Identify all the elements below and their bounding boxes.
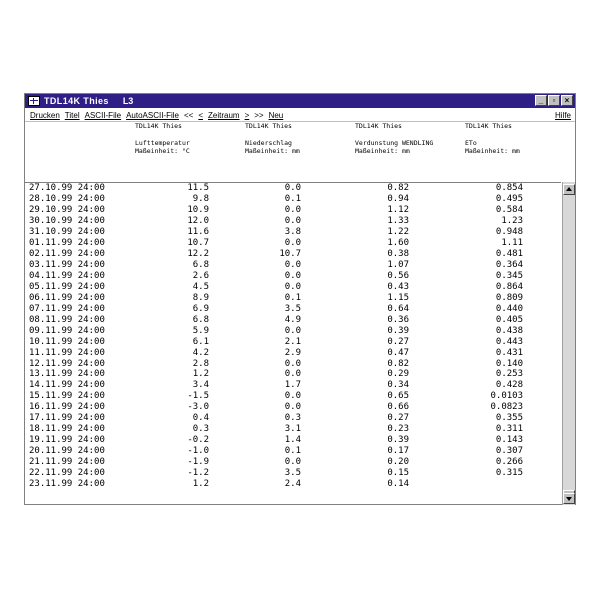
table-row bbox=[25, 412, 561, 423]
column-unit: Maßeinheit: mm bbox=[245, 147, 300, 155]
row-datetime: 05.11.99 24:00 bbox=[29, 281, 105, 292]
row-datetime: 02.11.99 24:00 bbox=[29, 248, 105, 259]
menu-zeitraum[interactable]: Zeitraum bbox=[208, 110, 240, 120]
row-lufttemperatur: 6.8 bbox=[192, 314, 209, 325]
menu-auto-ascii-file[interactable]: AutoASCII-File bbox=[126, 110, 179, 120]
table-row bbox=[25, 193, 561, 204]
column-name: Lufttemperatur bbox=[135, 139, 190, 147]
window-subtitle: L3 bbox=[122, 96, 134, 106]
row-datetime: 28.10.99 24:00 bbox=[29, 193, 105, 204]
arrow-down-icon bbox=[566, 497, 572, 501]
row-eto: 0.311 bbox=[495, 424, 523, 435]
column-unit: Maßeinheit: mm bbox=[465, 147, 520, 155]
row-eto: 0.431 bbox=[495, 347, 523, 358]
row-niederschlag: 0.0 bbox=[284, 237, 301, 248]
menu-last-page[interactable]: >> bbox=[254, 110, 264, 120]
row-niederschlag: 3.8 bbox=[284, 226, 301, 237]
column-unit: Maßeinheit: °C bbox=[135, 147, 190, 155]
row-lufttemperatur: 3.4 bbox=[192, 380, 209, 391]
row-eto: 0.438 bbox=[495, 325, 523, 336]
column-header bbox=[355, 122, 433, 155]
row-datetime: 11.11.99 24:00 bbox=[29, 347, 105, 358]
column-source: TDL14K Thies bbox=[245, 122, 292, 130]
table-row bbox=[25, 204, 561, 215]
table-row bbox=[25, 314, 561, 325]
row-eto: 0.345 bbox=[495, 270, 523, 281]
row-lufttemperatur: -0.2 bbox=[187, 435, 209, 446]
row-datetime: 27.10.99 24:00 bbox=[29, 183, 105, 193]
row-verdunstung: 0.47 bbox=[387, 347, 409, 358]
row-lufttemperatur: 8.9 bbox=[192, 292, 209, 303]
scroll-up-button[interactable] bbox=[563, 184, 575, 195]
row-niederschlag: 3.1 bbox=[284, 424, 301, 435]
row-eto: 0.364 bbox=[495, 259, 523, 270]
column-source: TDL14K Thies bbox=[465, 122, 512, 130]
row-verdunstung: 0.20 bbox=[387, 457, 409, 468]
menu-next-page[interactable]: > bbox=[244, 110, 250, 120]
row-datetime: 07.11.99 24:00 bbox=[29, 303, 105, 314]
row-lufttemperatur: -1.5 bbox=[187, 391, 209, 402]
row-verdunstung: 0.39 bbox=[387, 325, 409, 336]
row-lufttemperatur: -3.0 bbox=[187, 402, 209, 413]
table-row bbox=[25, 270, 561, 281]
row-niederschlag: 0.0 bbox=[284, 270, 301, 281]
row-verdunstung: 1.15 bbox=[387, 292, 409, 303]
table-row bbox=[25, 237, 561, 248]
row-datetime: 19.11.99 24:00 bbox=[29, 435, 105, 446]
row-eto: 1.11 bbox=[501, 237, 523, 248]
row-datetime: 17.11.99 24:00 bbox=[29, 413, 105, 424]
row-verdunstung: 0.94 bbox=[387, 193, 409, 204]
row-lufttemperatur: 4.5 bbox=[192, 281, 209, 292]
row-eto: 0.584 bbox=[495, 204, 523, 215]
row-lufttemperatur: 1.2 bbox=[192, 479, 209, 490]
row-lufttemperatur: 11.6 bbox=[187, 226, 209, 237]
row-datetime: 21.11.99 24:00 bbox=[29, 457, 105, 468]
row-datetime: 31.10.99 24:00 bbox=[29, 226, 105, 237]
data-table bbox=[25, 182, 561, 489]
table-icon[interactable] bbox=[28, 96, 40, 106]
row-niederschlag: 2.4 bbox=[284, 479, 301, 490]
row-verdunstung: 1.12 bbox=[387, 204, 409, 215]
row-eto: 0.355 bbox=[495, 413, 523, 424]
table-row bbox=[25, 182, 561, 193]
row-lufttemperatur: 4.2 bbox=[192, 347, 209, 358]
row-lufttemperatur: -1.9 bbox=[187, 457, 209, 468]
row-verdunstung: 0.56 bbox=[387, 270, 409, 281]
column-unit: Maßeinheit: mm bbox=[355, 147, 410, 155]
table-row bbox=[25, 325, 561, 336]
window-controls bbox=[535, 95, 573, 106]
row-eto: 0.428 bbox=[495, 380, 523, 391]
row-niederschlag: 1.7 bbox=[284, 380, 301, 391]
menu-bar bbox=[25, 109, 575, 122]
row-eto: 0.443 bbox=[495, 336, 523, 347]
table-row bbox=[25, 456, 561, 467]
row-datetime: 06.11.99 24:00 bbox=[29, 292, 105, 303]
row-datetime: 23.11.99 24:00 bbox=[29, 479, 105, 490]
column-name: ETo bbox=[465, 139, 477, 147]
row-verdunstung: 0.27 bbox=[387, 413, 409, 424]
table-row bbox=[25, 347, 561, 358]
table-row bbox=[25, 478, 561, 489]
row-lufttemperatur: 12.2 bbox=[187, 248, 209, 259]
column-name: Verdunstung WENDLING bbox=[355, 139, 434, 147]
row-verdunstung: 1.60 bbox=[387, 237, 409, 248]
row-niederschlag: 0.0 bbox=[284, 325, 301, 336]
row-eto: 1.23 bbox=[501, 215, 523, 226]
row-datetime: 22.11.99 24:00 bbox=[29, 468, 105, 479]
row-datetime: 20.11.99 24:00 bbox=[29, 446, 105, 457]
row-datetime: 09.11.99 24:00 bbox=[29, 325, 105, 336]
table-row bbox=[25, 423, 561, 434]
row-verdunstung: 0.27 bbox=[387, 336, 409, 347]
row-niederschlag: 0.0 bbox=[284, 281, 301, 292]
row-verdunstung: 0.65 bbox=[387, 391, 409, 402]
row-niederschlag: 1.4 bbox=[284, 435, 301, 446]
row-lufttemperatur: 1.2 bbox=[192, 369, 209, 380]
row-lufttemperatur: 5.9 bbox=[192, 325, 209, 336]
row-eto: 0.307 bbox=[495, 446, 523, 457]
row-datetime: 10.11.99 24:00 bbox=[29, 336, 105, 347]
row-datetime: 01.11.99 24:00 bbox=[29, 237, 105, 248]
row-verdunstung: 0.14 bbox=[387, 479, 409, 490]
row-niederschlag: 0.0 bbox=[284, 215, 301, 226]
row-datetime: 15.11.99 24:00 bbox=[29, 391, 105, 402]
row-verdunstung: 0.29 bbox=[387, 369, 409, 380]
row-niederschlag: 0.0 bbox=[284, 391, 301, 402]
row-eto: 0.143 bbox=[495, 435, 523, 446]
menu-drucken[interactable]: Drucken bbox=[30, 110, 60, 120]
row-verdunstung: 0.36 bbox=[387, 314, 409, 325]
row-lufttemperatur: 10.7 bbox=[187, 237, 209, 248]
row-lufttemperatur: -1.2 bbox=[187, 468, 209, 479]
row-niederschlag: 0.1 bbox=[284, 292, 301, 303]
window-title: TDL14K Thies bbox=[44, 96, 109, 106]
table-row bbox=[25, 379, 561, 390]
row-niederschlag: 10.7 bbox=[279, 248, 301, 259]
row-eto: 0.253 bbox=[495, 369, 523, 380]
table-row bbox=[25, 248, 561, 259]
column-source: TDL14K Thies bbox=[355, 122, 402, 130]
row-eto: 0.481 bbox=[495, 248, 523, 259]
row-niederschlag: 0.1 bbox=[284, 446, 301, 457]
row-verdunstung: 0.23 bbox=[387, 424, 409, 435]
row-eto: 0.495 bbox=[495, 193, 523, 204]
column-source: TDL14K Thies bbox=[135, 122, 182, 130]
row-lufttemperatur: 2.8 bbox=[192, 358, 209, 369]
table-row bbox=[25, 281, 561, 292]
row-datetime: 13.11.99 24:00 bbox=[29, 369, 105, 380]
row-datetime: 18.11.99 24:00 bbox=[29, 424, 105, 435]
row-niederschlag: 0.0 bbox=[284, 457, 301, 468]
row-eto: 0.315 bbox=[495, 468, 523, 479]
row-niederschlag: 3.5 bbox=[284, 468, 301, 479]
table-row bbox=[25, 368, 561, 379]
row-lufttemperatur: 10.9 bbox=[187, 204, 209, 215]
row-eto: 0.864 bbox=[495, 281, 523, 292]
row-niederschlag: 4.9 bbox=[284, 314, 301, 325]
row-lufttemperatur: 9.8 bbox=[192, 193, 209, 204]
row-eto: 0.405 bbox=[495, 314, 523, 325]
menu-ascii-file[interactable]: ASCII-File bbox=[84, 110, 122, 120]
column-header bbox=[465, 122, 520, 155]
table-row bbox=[25, 303, 561, 314]
row-niederschlag: 0.0 bbox=[284, 204, 301, 215]
row-verdunstung: 0.39 bbox=[387, 435, 409, 446]
arrow-up-icon bbox=[566, 187, 572, 191]
row-niederschlag: 2.1 bbox=[284, 336, 301, 347]
vertical-scrollbar[interactable] bbox=[562, 182, 575, 505]
menu-neu[interactable]: Neu bbox=[268, 110, 284, 120]
row-verdunstung: 0.43 bbox=[387, 281, 409, 292]
row-eto: 0.440 bbox=[495, 303, 523, 314]
column-header bbox=[135, 122, 190, 155]
app-window bbox=[24, 93, 576, 505]
row-verdunstung: 1.22 bbox=[387, 226, 409, 237]
row-verdunstung: 0.15 bbox=[387, 468, 409, 479]
row-eto: 0.0823 bbox=[490, 402, 523, 413]
row-niederschlag: 0.0 bbox=[284, 402, 301, 413]
table-row bbox=[25, 401, 561, 412]
row-lufttemperatur: 0.4 bbox=[192, 413, 209, 424]
row-verdunstung: 0.66 bbox=[387, 402, 409, 413]
row-niederschlag: 0.0 bbox=[284, 259, 301, 270]
row-eto: 0.948 bbox=[495, 226, 523, 237]
row-eto: 0.266 bbox=[495, 457, 523, 468]
menu-hilfe[interactable]: Hilfe bbox=[554, 110, 571, 120]
row-eto: 0.854 bbox=[495, 183, 523, 193]
row-datetime: 03.11.99 24:00 bbox=[29, 259, 105, 270]
row-verdunstung: 0.38 bbox=[387, 248, 409, 259]
row-datetime: 30.10.99 24:00 bbox=[29, 215, 105, 226]
table-row bbox=[25, 292, 561, 303]
table-row bbox=[25, 259, 561, 270]
row-lufttemperatur: 12.0 bbox=[187, 215, 209, 226]
row-verdunstung: 0.82 bbox=[387, 358, 409, 369]
table-row bbox=[25, 215, 561, 226]
row-datetime: 16.11.99 24:00 bbox=[29, 402, 105, 413]
row-lufttemperatur: 6.1 bbox=[192, 336, 209, 347]
table-row bbox=[25, 434, 561, 445]
row-verdunstung: 0.64 bbox=[387, 303, 409, 314]
row-datetime: 12.11.99 24:00 bbox=[29, 358, 105, 369]
row-lufttemperatur: 6.9 bbox=[192, 303, 209, 314]
menu-previous-page[interactable]: < bbox=[198, 110, 203, 120]
row-niederschlag: 3.5 bbox=[284, 303, 301, 314]
row-lufttemperatur: 2.6 bbox=[192, 270, 209, 281]
scroll-down-button[interactable] bbox=[563, 493, 575, 504]
menu-first-page[interactable]: << bbox=[183, 110, 194, 120]
table-row bbox=[25, 445, 561, 456]
column-headers bbox=[25, 122, 575, 182]
row-datetime: 04.11.99 24:00 bbox=[29, 270, 105, 281]
row-eto: 0.809 bbox=[495, 292, 523, 303]
column-header bbox=[245, 122, 300, 155]
row-niederschlag: 0.0 bbox=[284, 358, 301, 369]
menu-titel[interactable]: Titel bbox=[64, 110, 80, 120]
close-button[interactable]: × bbox=[561, 95, 573, 106]
row-verdunstung: 0.17 bbox=[387, 446, 409, 457]
row-niederschlag: 0.0 bbox=[284, 183, 301, 193]
table-row bbox=[25, 390, 561, 401]
minimize-button[interactable]: _ bbox=[535, 95, 547, 106]
row-niederschlag: 2.9 bbox=[284, 347, 301, 358]
row-lufttemperatur: 6.8 bbox=[192, 259, 209, 270]
row-niederschlag: 0.1 bbox=[284, 193, 301, 204]
table-row bbox=[25, 226, 561, 237]
row-eto: 0.140 bbox=[495, 358, 523, 369]
row-verdunstung: 0.82 bbox=[387, 183, 409, 193]
table-row bbox=[25, 467, 561, 478]
row-niederschlag: 0.3 bbox=[284, 413, 301, 424]
row-niederschlag: 0.0 bbox=[284, 369, 301, 380]
restore-button[interactable]: ▫ bbox=[548, 95, 560, 106]
row-lufttemperatur: 11.5 bbox=[187, 183, 209, 193]
row-datetime: 14.11.99 24:00 bbox=[29, 380, 105, 391]
row-verdunstung: 0.34 bbox=[387, 380, 409, 391]
row-verdunstung: 1.33 bbox=[387, 215, 409, 226]
row-verdunstung: 1.07 bbox=[387, 259, 409, 270]
row-datetime: 08.11.99 24:00 bbox=[29, 314, 105, 325]
row-lufttemperatur: 0.3 bbox=[192, 424, 209, 435]
row-datetime: 29.10.99 24:00 bbox=[29, 204, 105, 215]
row-eto: 0.0103 bbox=[490, 391, 523, 402]
column-name: Niederschlag bbox=[245, 139, 292, 147]
table-row bbox=[25, 358, 561, 369]
table-row bbox=[25, 336, 561, 347]
title-bar[interactable] bbox=[25, 94, 575, 108]
row-lufttemperatur: -1.0 bbox=[187, 446, 209, 457]
